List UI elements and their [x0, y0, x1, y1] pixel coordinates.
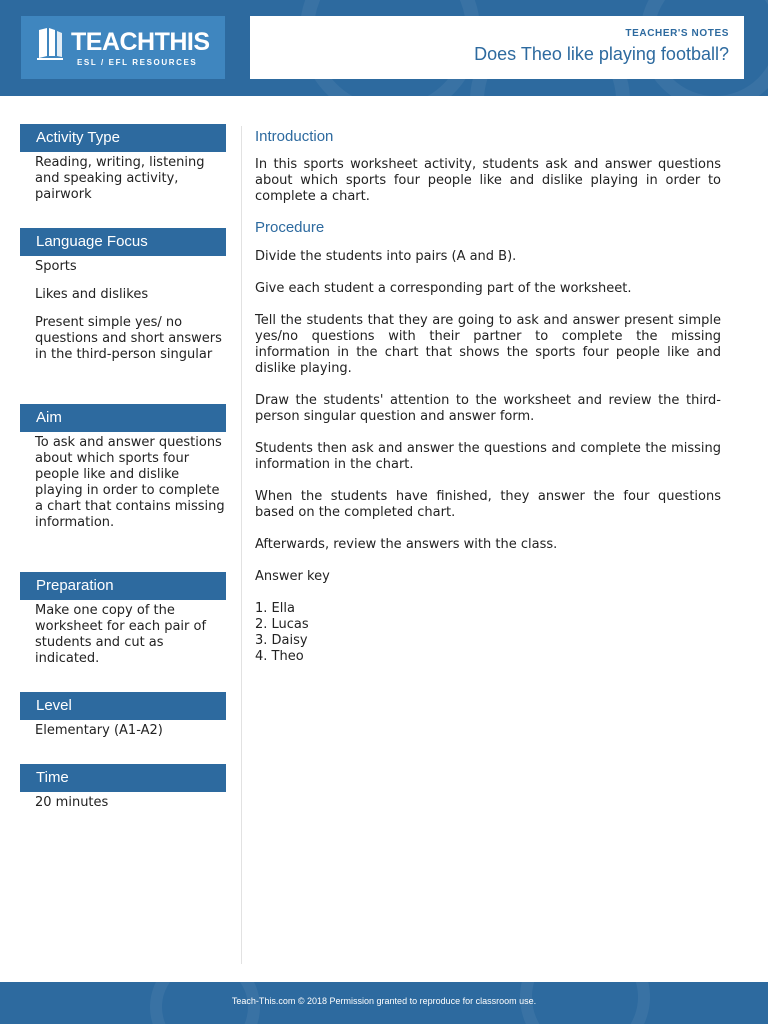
procedure-step: Divide the students into pairs (A and B). [255, 249, 517, 264]
page-footer [0, 982, 768, 1024]
column-divider [241, 126, 242, 964]
language-focus-heading: Language Focus [20, 228, 226, 256]
activity-type-section [20, 152, 226, 228]
level-section [20, 720, 226, 764]
time-heading: Time [20, 764, 226, 792]
preparation-heading: Preparation [20, 572, 226, 600]
procedure-step: Give each student a corresponding part of the worksheet. [255, 281, 632, 296]
aim-text: To ask and answer questions about which sports four people like and dislike playing in order to complete a chart that contains missing information. [35, 435, 225, 530]
procedure-step: Tell the students that they are going to ask and answer present simple yes/no questions with their partner to complete the missing information in the chart that shows the sports four people like and dislike playing. [255, 313, 721, 376]
sidebar [20, 124, 226, 811]
time-section [20, 792, 226, 811]
copyright-text: Teach-This.com © 2018 Permission granted to reproduce for classroom use. [231, 996, 537, 1006]
language-focus-item: Present simple yes/ no questions and short answers in the third-person singular [35, 315, 222, 362]
time-text: 20 minutes [35, 795, 109, 810]
logo-wordmark: TEACHTHIS [71, 28, 210, 56]
answer-key-list [255, 601, 721, 665]
procedure-heading: Procedure [255, 219, 325, 236]
logo-tagline: ESL / EFL RESOURCES [77, 58, 198, 67]
page-title: Does Theo like playing football? [474, 44, 729, 64]
notes-kicker: TEACHER'S NOTES [625, 28, 729, 39]
preparation-section [20, 600, 226, 692]
procedure-step: When the students have finished, they answer the four questions based on the completed chart. [255, 489, 721, 520]
activity-type-text: Reading, writing, listening and speaking activity, pairwork [35, 155, 205, 202]
teachthis-logo[interactable] [21, 16, 225, 79]
answer-item: 3. Daisy [255, 633, 308, 648]
title-panel [250, 16, 744, 79]
procedure-step: Afterwards, review the answers with the class. [255, 537, 558, 552]
activity-type-heading: Activity Type [20, 124, 226, 152]
aim-heading: Aim [20, 404, 226, 432]
procedure-step: Draw the students' attention to the worksheet and review the third-person singular question and answer form. [255, 393, 721, 424]
level-text: Elementary (A1-A2) [35, 723, 163, 738]
answer-item: 4. Theo [255, 649, 304, 664]
main-content [255, 128, 721, 665]
procedure-step: Students then ask and answer the questions and complete the missing information in the chart. [255, 441, 721, 472]
language-focus-item: Likes and dislikes [35, 287, 149, 302]
book-icon [35, 26, 65, 60]
aim-section [20, 432, 226, 572]
level-heading: Level [20, 692, 226, 720]
answer-key-label: Answer key [255, 569, 330, 584]
introduction-text: In this sports worksheet activity, students ask and answer questions about which sports four people like and dislike playing in order to complete a chart. [255, 157, 721, 204]
page-header [0, 0, 768, 96]
language-focus-item: Sports [35, 259, 77, 274]
answer-item: 1. Ella [255, 601, 295, 616]
answer-item: 2. Lucas [255, 617, 309, 632]
introduction-heading: Introduction [255, 128, 334, 145]
preparation-text: Make one copy of the worksheet for each pair of students and cut as indicated. [35, 603, 207, 666]
language-focus-section [20, 256, 226, 404]
